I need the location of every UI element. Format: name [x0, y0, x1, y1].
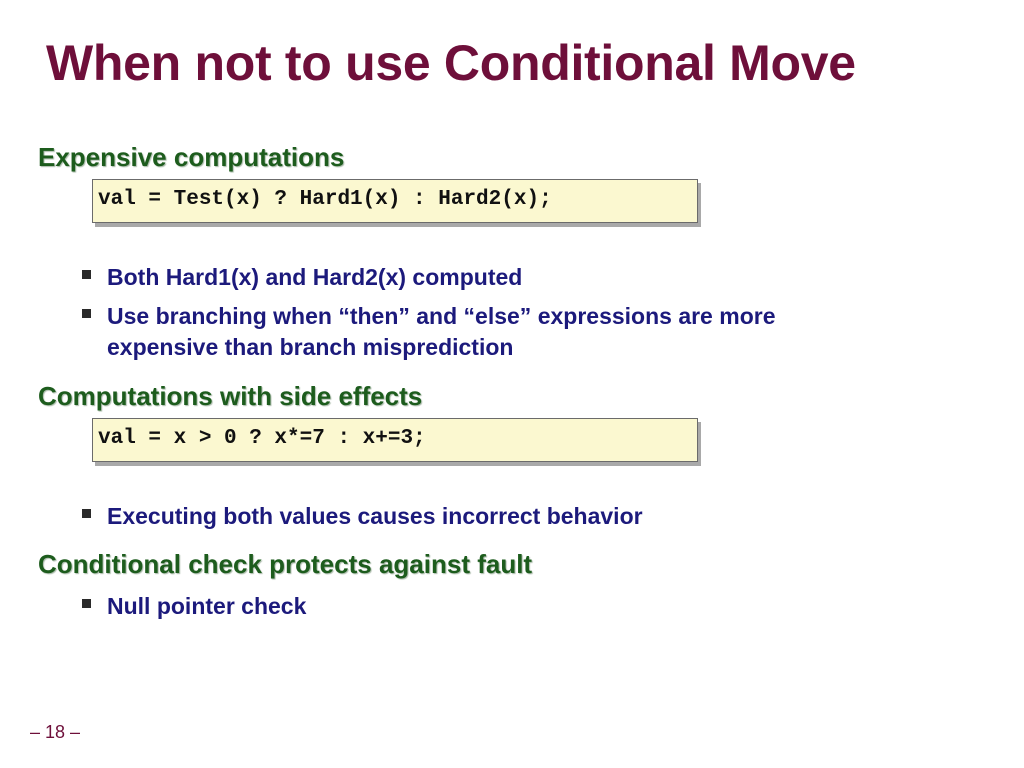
square-bullet-icon [82, 509, 91, 518]
section-heading-conditional-check: Conditional check protects against fault [38, 549, 533, 579]
bullet-text: Use branching when “then” and “else” expressions are more expensive than branch misprediction [107, 303, 776, 360]
square-bullet-icon [82, 270, 91, 279]
section-heading-expensive-computations: Expensive computations [38, 142, 345, 172]
code-box-side-effects [92, 418, 698, 462]
square-bullet-icon [82, 599, 91, 608]
code-snippet: val = x > 0 ? x*=7 : x+=3; [98, 427, 426, 450]
bullet-text: Null pointer check [107, 593, 307, 619]
page-number: – 18 – [30, 722, 81, 742]
bullet-item [82, 262, 842, 293]
bullet-item [82, 301, 842, 363]
slide-title: When not to use Conditional Move [46, 35, 856, 91]
section-heading-side-effects: Computations with side effects [38, 381, 423, 411]
square-bullet-icon [82, 309, 91, 318]
bullet-text: Both Hard1(x) and Hard2(x) computed [107, 264, 523, 290]
bullet-item [82, 501, 842, 532]
code-box-expensive [92, 179, 698, 223]
bullet-item [82, 591, 842, 622]
bullet-text: Executing both values causes incorrect behavior [107, 503, 643, 529]
code-snippet: val = Test(x) ? Hard1(x) : Hard2(x); [98, 188, 552, 211]
